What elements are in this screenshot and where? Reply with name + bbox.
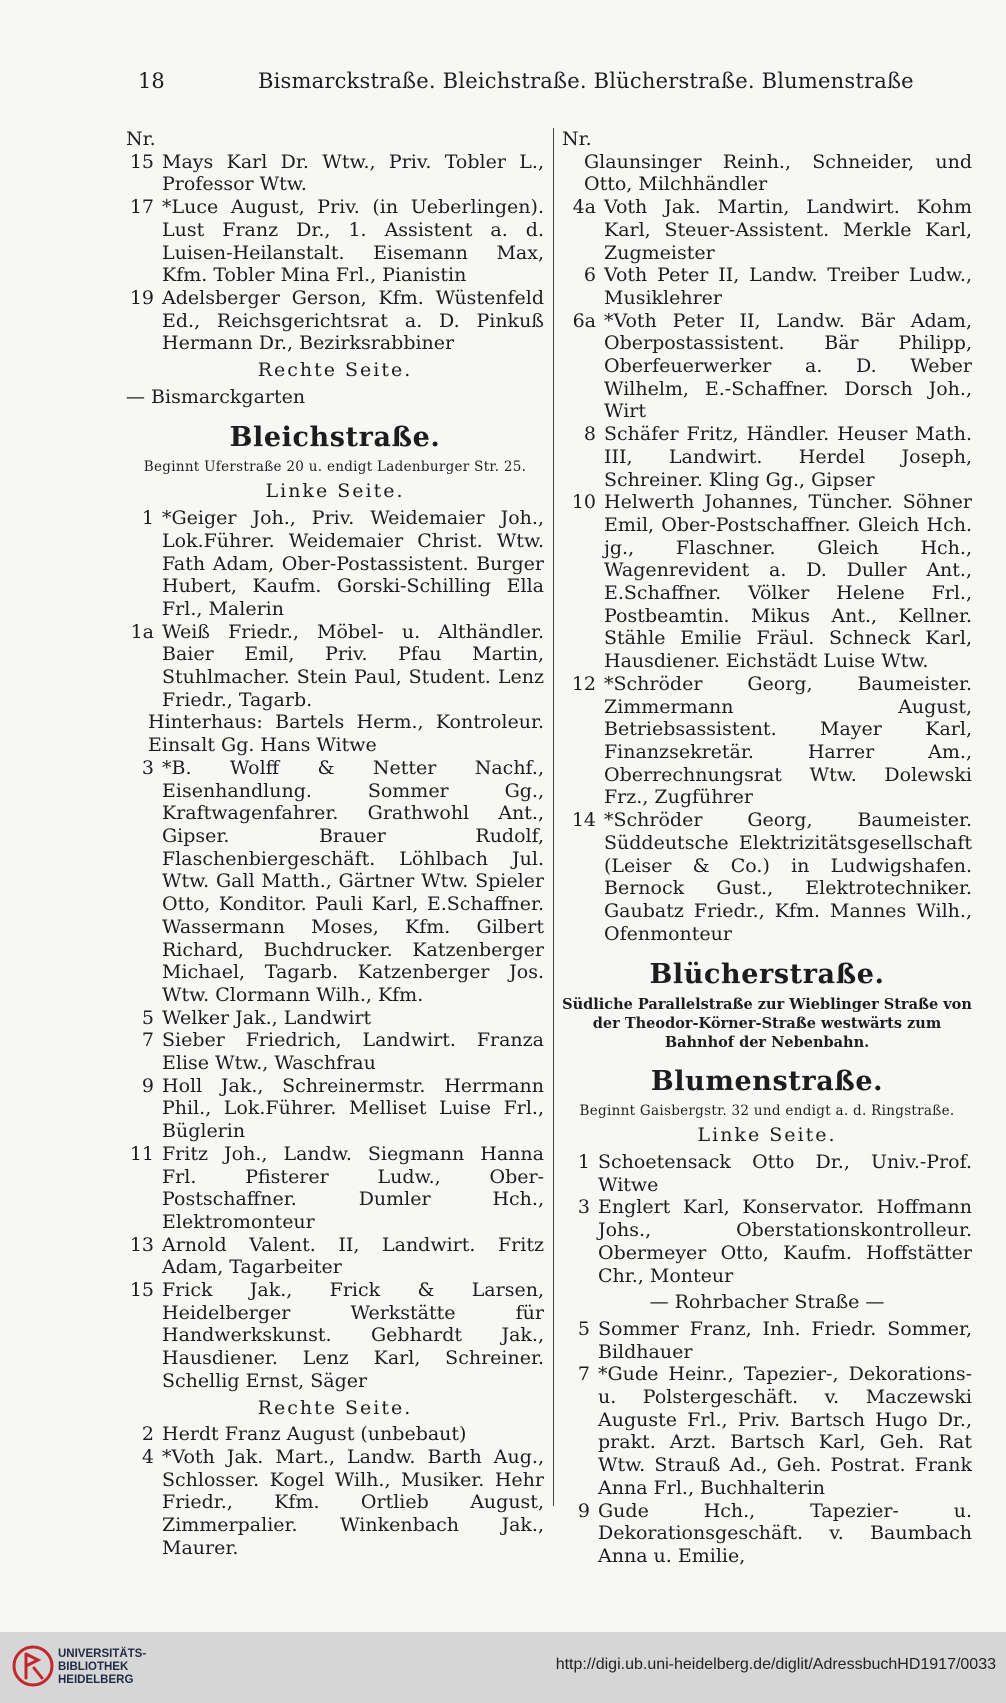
linke-seite-heading-right: Linke Seite. xyxy=(697,1124,837,1147)
resident-list: Hinterhaus: Bartels Herm., Kontroleur. Einsalt Gg. Hans Witwe xyxy=(148,711,544,757)
house-number: 1 xyxy=(577,1151,590,1174)
bleich-left-entries xyxy=(126,507,544,1392)
address-entry xyxy=(562,1363,972,1499)
right-column xyxy=(562,128,972,1568)
resident-list: Herdt Franz August (unbebaut) xyxy=(162,1423,467,1446)
column-divider xyxy=(553,128,554,1506)
bleich-cont-entries xyxy=(562,151,972,946)
library-name-line-2: BIBLIOTHEK xyxy=(58,1661,129,1673)
resident-list: *Voth Peter II, Landw. Bär Adam, Oberpostassistent. Bär Philipp, Oberfeuerwerker a. D. Weber Wilhelm, E.-Schaffner. Dorsch Joh., Wirt xyxy=(604,309,972,423)
house-number: 15 xyxy=(129,150,154,173)
bleichstrasse-subtitle: Beginnt Uferstraße 20 u. endigt Ladenburger Str. 25. xyxy=(143,459,527,476)
bismarck-entries xyxy=(126,151,544,355)
address-entry xyxy=(562,1196,972,1287)
address-entry xyxy=(126,757,544,1007)
address-entry xyxy=(126,196,544,287)
address-entry xyxy=(126,1423,544,1446)
nr-label-right: Nr. xyxy=(562,128,592,150)
resident-list: Gude Hch., Tapezier- u. Dekorationsgeschäft. v. Baumbach Anna u. Emilie, xyxy=(598,1499,972,1567)
house-number: 5 xyxy=(141,1006,154,1029)
house-number: 5 xyxy=(577,1317,590,1340)
resident-list: *Voth Jak. Mart., Landw. Barth Aug., Schlosser. Kogel Wilh., Musiker. Hehr Friedr., Kfm. Ortlieb August, Zimmerpalier. Winkenbach Jak., Maurer. xyxy=(162,1445,544,1559)
house-number: 7 xyxy=(141,1029,154,1052)
running-head: Bismarckstraße. Bleichstraße. Blücherstraße. Blumenstraße xyxy=(258,69,914,93)
bluecherstrasse-title: Blücherstraße. xyxy=(649,959,885,991)
house-number: 9 xyxy=(141,1074,154,1097)
address-entry xyxy=(562,196,972,264)
page-header xyxy=(130,66,914,96)
resident-list: Arnold Valent. II, Landwirt. Fritz Adam, Tagarbeiter xyxy=(162,1233,544,1279)
house-number: 19 xyxy=(129,286,154,309)
bismarckgarten-line: — Bismarckgarten xyxy=(126,385,306,408)
library-name-line-3: HEIDELBERG xyxy=(58,1674,134,1686)
library-name xyxy=(58,1648,146,1687)
address-entry xyxy=(562,491,972,673)
address-entry xyxy=(562,673,972,809)
resident-list: Voth Jak. Martin, Landwirt. Kohm Karl, Steuer-Assistent. Merkle Karl, Zugmeister xyxy=(604,196,972,264)
bleichstrasse-title: Bleichstraße. xyxy=(229,422,441,454)
resident-list: *Geiger Joh., Priv. Weidemaier Joh., Lok.Führer. Weidemaier Christ. Wtw. Fath Adam, Ober-Postassistent. Burger Hubert, Kaufm. Gorski-Schilling Ella Frl., Malerin xyxy=(162,507,544,620)
resident-list: Schäfer Fritz, Händler. Heuser Math. III, Landwirt. Herdel Joseph, Schreiner. Kling Gg., Gipser xyxy=(604,423,972,491)
house-number: 17 xyxy=(129,196,154,219)
address-entry xyxy=(126,1234,544,1279)
address-entry xyxy=(562,1318,972,1363)
rechte-seite-heading: Rechte Seite. xyxy=(257,359,413,382)
address-entry xyxy=(562,310,972,424)
address-entry xyxy=(562,809,972,945)
bluecherstrasse-note: Südliche Parallelstraße zur Wieblinger Straße von der Theodor-Körner-Straße westwärts zum Bahnhof der Nebenbahn. xyxy=(562,996,972,1052)
resident-list: Glaunsinger Reinh., Schneider, und Otto, Milchhändler xyxy=(584,150,972,196)
house-number: 7 xyxy=(577,1363,590,1386)
address-entry xyxy=(562,423,972,491)
house-number: 12 xyxy=(571,672,596,695)
resident-list: Welker Jak., Landwirt xyxy=(162,1006,372,1029)
address-entry xyxy=(562,1500,972,1568)
house-number: 8 xyxy=(583,423,596,446)
house-number: 6 xyxy=(583,264,596,287)
blumenstrasse-title: Blumenstraße. xyxy=(650,1066,884,1098)
address-entry xyxy=(126,711,544,756)
house-number: 6a xyxy=(572,309,596,332)
house-number: 1 xyxy=(141,507,154,530)
source-url-link[interactable]: http://digi.ub.uni-heidelberg.de/diglit/AdressbuchHD1917/0033 xyxy=(555,1656,996,1673)
library-name-line-1: UNIVERSITÄTS- xyxy=(58,1648,147,1660)
address-entry xyxy=(126,1446,544,1560)
house-number: 3 xyxy=(577,1196,590,1219)
address-entry xyxy=(562,1151,972,1196)
address-entry xyxy=(126,1279,544,1393)
footer-bar xyxy=(0,1632,1006,1703)
rechte-seite-heading-2: Rechte Seite. xyxy=(257,1396,413,1419)
blumen-entries-b xyxy=(562,1318,972,1568)
house-number: 11 xyxy=(129,1142,154,1165)
resident-list: *Luce August, Priv. (in Ueberlingen). Lust Franz Dr., 1. Assistent a. d. Luisen-Heilanstalt. Eisemann Max, Kfm. Tobler Mina Frl., Pianistin xyxy=(162,196,544,287)
house-number: 13 xyxy=(129,1233,154,1256)
house-number: 4 xyxy=(141,1445,154,1468)
rohrbacher-strasse-line: — Rohrbacher Straße — xyxy=(649,1291,885,1314)
left-column xyxy=(126,128,544,1559)
linke-seite-heading: Linke Seite. xyxy=(265,480,405,503)
house-number: 4a xyxy=(572,196,596,219)
resident-list: Mays Karl Dr. Wtw., Priv. Tobler L., Professor Wtw. xyxy=(162,150,544,196)
house-number: 14 xyxy=(571,809,596,832)
address-entry xyxy=(562,264,972,309)
house-number: 9 xyxy=(577,1499,590,1522)
resident-list: *Schröder Georg, Baumeister. Zimmermann August, Betriebsassistent. Mayer Karl, Finanzsekretär. Harrer Am., Oberrechnungsrat Wtw. Dolewski Frz., Zugführer xyxy=(604,672,972,809)
address-entry xyxy=(126,621,544,712)
address-entry xyxy=(126,287,544,355)
nr-label: Nr. xyxy=(126,128,156,150)
resident-list: Sieber Friedrich, Landwirt. Franza Elise Wtw., Waschfrau xyxy=(162,1029,544,1075)
address-entry xyxy=(126,1007,544,1030)
page-number: 18 xyxy=(138,69,165,93)
address-entry xyxy=(126,151,544,196)
blumen-entries-a xyxy=(562,1151,972,1287)
house-number: 3 xyxy=(141,756,154,779)
address-entry xyxy=(126,507,544,621)
house-number: 1a xyxy=(130,620,154,643)
address-entry xyxy=(126,1143,544,1234)
resident-list: Sommer Franz, Inh. Friedr. Sommer, Bildhauer xyxy=(598,1317,972,1363)
house-number: 2 xyxy=(141,1423,154,1446)
address-entry xyxy=(126,1029,544,1074)
resident-list: Weiß Friedr., Möbel- u. Althändler. Baier Emil, Priv. Pfau Martin, Stuhlmacher. Stein Paul, Student. Lenz Friedr., Tagarb. xyxy=(162,620,544,711)
bleich-right-entries xyxy=(126,1423,544,1559)
university-library-logo-icon xyxy=(12,1644,54,1688)
blumenstrasse-subtitle: Beginnt Gaisbergstr. 32 und endigt a. d. Ringstraße. xyxy=(579,1103,955,1120)
resident-list: Holl Jak., Schreinermstr. Herrmann Phil., Lok.Führer. Melliset Luise Frl., Büglerin xyxy=(162,1074,544,1143)
address-entry xyxy=(126,1075,544,1143)
resident-list: *Schröder Georg, Baumeister. Süddeutsche Elektrizitätsgesellschaft (Leiser & Co.) in Ludwigshafen. Bernock Gust., Elektrotechniker. Gaubatz Friedr., Kfm. Mannes Wilh., Ofenmonteur xyxy=(604,809,972,945)
house-number: 10 xyxy=(571,491,596,514)
resident-list: Helwerth Johannes, Tüncher. Söhner Emil, Ober-Postschaffner. Gleich Hch. jg., Flaschner. Gleich Hch., Wagenrevident a. D. Duller Ant., E.Schaffner. Völker Helene Frl., Postbeamtin. Mikus Ant., Kellner. Stähle Emilie Fräul. Schneck Karl, Hausdiener. Eichstädt Luise Wtw. xyxy=(604,491,972,673)
resident-list: Voth Peter II, Landw. Treiber Ludw., Musiklehrer xyxy=(604,264,972,309)
resident-list: Englert Karl, Konservator. Hoffmann Johs., Oberstationskontrolleur. Obermeyer Otto, Kaufm. Hoffstätter Chr., Monteur xyxy=(598,1196,972,1287)
resident-list: *B. Wolff & Netter Nachf., Eisenhandlung. Sommer Gg., Kraftwagenfahrer. Grathwohl Ant., Gipser. Brauer Rudolf, Flaschenbiergeschäft. Löhlbach Jul. Wtw. Gall Matth., Gärtner Wtw. Spieler Otto, Konditor. Pauli Karl, E.Schaffner. Wassermann Moses, Kfm. Gilbert Richard, Buchdrucker. Katzenberger Michael, Tagarb. Katzenberger Jos. Wtw. Clormann Wilh., Kfm. xyxy=(162,756,544,1006)
house-number: 15 xyxy=(129,1279,154,1302)
resident-list: Fritz Joh., Landw. Siegmann Hanna Frl. Pfisterer Ludw., Ober-Postschaffner. Dumler Hch., Elektromonteur xyxy=(162,1142,544,1233)
address-entry xyxy=(562,151,972,196)
resident-list: Schoetensack Otto Dr., Univ.-Prof. Witwe xyxy=(598,1151,972,1196)
resident-list: *Gude Heinr., Tapezier-, Dekorations- u. Polstergeschäft. v. Maczewski Auguste Frl., Priv. Bartsch Hugo Dr., prakt. Arzt. Bartsch Karl, Geh. Rat Wtw. Strauß Ad., Geh. Postrat. Frank Anna Frl., Buchhalterin xyxy=(598,1363,972,1499)
resident-list: Adelsberger Gerson, Kfm. Wüstenfeld Ed., Reichsgerichtsrat a. D. Pinkuß Hermann Dr., Bezirksrabbiner xyxy=(162,286,544,355)
resident-list: Frick Jak., Frick & Larsen, Heidelberger Werkstätte für Handwerkskunst. Gebhardt Jak., Hausdiener. Lenz Karl, Schreiner. Schellig Ernst, Säger xyxy=(162,1279,544,1392)
